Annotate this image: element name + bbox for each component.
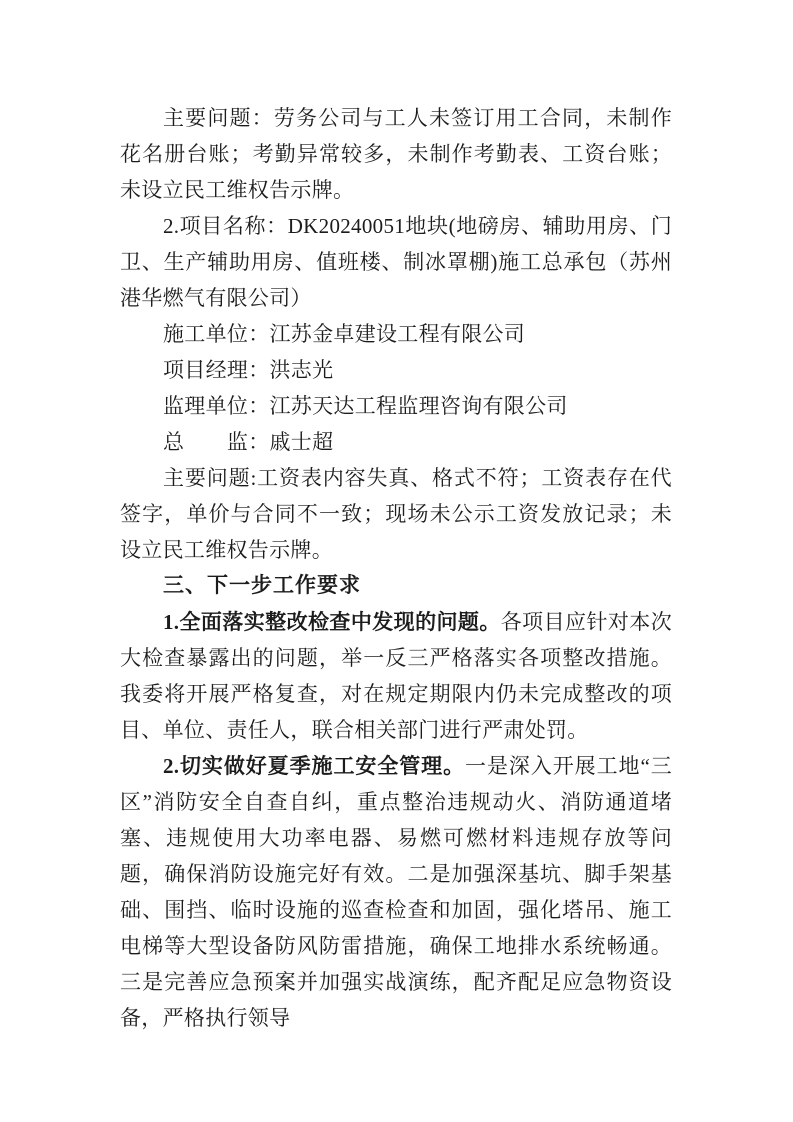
paragraph: 施工单位：江苏金卓建设工程有限公司	[163, 322, 526, 346]
paragraph: 监理单位：江苏天达工程监理咨询有限公司	[163, 394, 568, 418]
paragraph: 2.切实做好夏季施工安全管理。一是深入开展工地“三区”消防安全自查自纠，重点整治违规动火、消防通道堵塞、违规使用大功率电器、易燃可燃材料违规存放等问题，确保消防设施完好有效。二是加强深基坑、脚手架基础、围挡、临时设施的巡查检查和加固，强化塔吊、施工电梯等大型设备防风防雷措施，确保工地排水系统畅通。三是完善应急预案并加强实战演练，配齐配足应急物资设备，严格执行领导	[120, 754, 672, 1030]
paragraph-lead: 1.全面落实整改检查中发现的问题。	[163, 610, 501, 634]
section-heading: 三、下一步工作要求	[163, 574, 361, 597]
paragraph-lead: 2.切实做好夏季施工安全管理。	[163, 754, 466, 778]
paragraph: 总 监：戚士超	[163, 430, 334, 454]
paragraph: 2.项目名称：DK20240051地块(地磅房、辅助用房、门卫、生产辅助用房、值班楼、制冰罩棚)施工总承包（苏州港华燃气有限公司）	[120, 214, 672, 310]
paragraph: 主要问题：劳务公司与工人未签订用工合同，未制作花名册台账；考勤异常较多，未制作考勤表、工资台账；未设立民工维权告示牌。	[120, 106, 672, 202]
paragraph: 1.全面落实整改检查中发现的问题。各项目应针对本次大检查暴露出的问题，举一反三严格落实各项整改措施。我委将开展严格复查，对在规定期限内仍未完成整改的项目、单位、责任人，联合相关部门进行严肃处罚。	[120, 610, 672, 742]
document-body	[120, 100, 672, 1036]
paragraph: 项目经理：洪志光	[163, 358, 334, 382]
paragraph: 主要问题:工资表内容失真、格式不符；工资表存在代签字，单价与合同不一致；现场未公示工资发放记录；未设立民工维权告示牌。	[120, 466, 672, 562]
